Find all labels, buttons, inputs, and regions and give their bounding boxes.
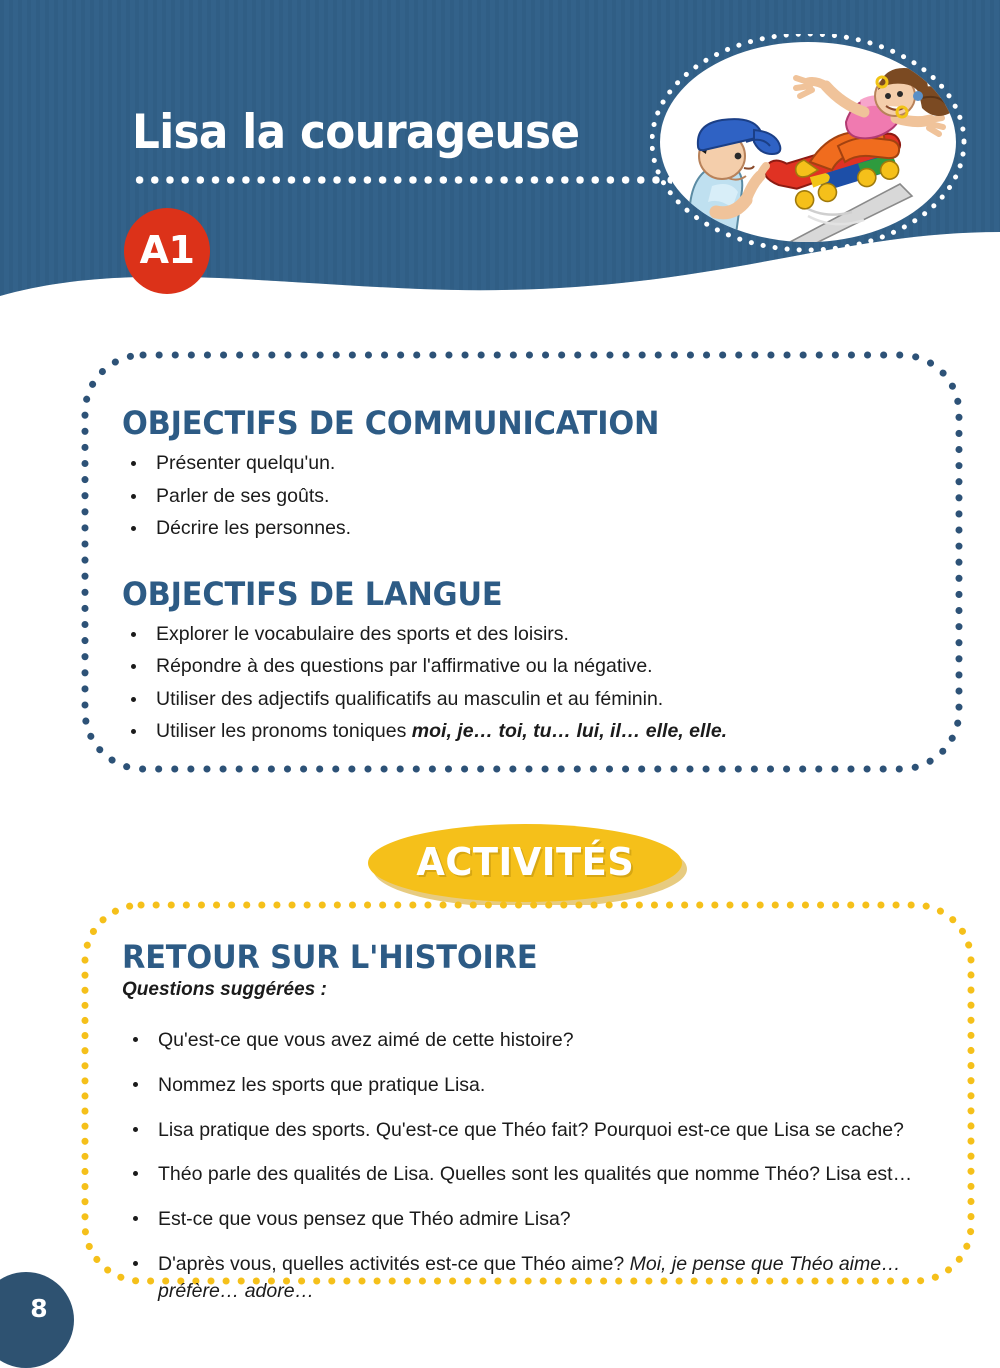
list-item-text: Nommez les sports que pratique Lisa. (158, 1073, 486, 1096)
activities-box (78, 898, 978, 1303)
list-item (122, 722, 922, 742)
list-item (122, 519, 922, 539)
objectives-communication-heading: OBJECTIFS DE COMMUNICATION (122, 404, 660, 442)
list-item-text: Utiliser les pronoms toniques (156, 720, 412, 743)
list-item (122, 484, 922, 507)
list-item-text: Décrire les personnes. (156, 517, 352, 540)
page-number-label: 8 (30, 1293, 48, 1323)
level-badge-label: A1 (139, 228, 195, 272)
list-item (122, 1072, 982, 1100)
list-item-text: Parler de ses goûts. (156, 484, 330, 507)
list-item (122, 1027, 982, 1055)
activities-pill-label: ACTIVITÉS (416, 840, 634, 884)
level-badge (124, 208, 210, 294)
list-item (122, 622, 922, 645)
list-item (122, 454, 922, 474)
list-item (122, 1117, 982, 1145)
list-item-emphasis: Moi, je pense que Théo aime… préfère… adore… (158, 1252, 901, 1303)
objectives-group-langue (122, 574, 922, 743)
list-item (122, 687, 922, 710)
page-header (0, 0, 1000, 330)
activities-pill-body (368, 824, 682, 902)
list-item-text: Utiliser des adjectifs qualificatifs au masculin et au féminin. (156, 687, 664, 710)
list-item-text: Qu'est-ce que vous avez aimé de cette histoire? (158, 1029, 574, 1052)
objectives-langue-heading: OBJECTIFS DE LANGUE (122, 574, 503, 613)
page-title-block (132, 105, 672, 160)
list-item-text: Présenter quelqu'un. (156, 452, 336, 475)
list-item-text: Lisa pratique des sports. Qu'est-ce que Théo fait? Pourquoi est-ce que Lisa se cache? (158, 1118, 904, 1141)
activities-heading: RETOUR SUR L'HISTOIRE (122, 938, 538, 976)
list-item (122, 1206, 982, 1234)
title-dotted-divider (132, 176, 672, 184)
activities-content (122, 940, 982, 1306)
list-item-text: Théo parle des qualités de Lisa. Quelles sont les qualités que nomme Théo? Lisa est… (158, 1163, 913, 1186)
list-item-text: Répondre à des questions par l'affirmative ou la négative. (156, 655, 653, 678)
objectives-group-communication (122, 406, 922, 539)
activities-question-list (122, 1027, 982, 1306)
activities-pill-badge (368, 824, 688, 908)
objectives-content (122, 406, 922, 742)
objectives-langue-list (122, 622, 922, 743)
list-item (122, 1161, 982, 1189)
page-number-badge (0, 1272, 74, 1368)
list-item-text: D'après vous, quelles activités est-ce que Théo aime? (158, 1252, 630, 1275)
objectives-box (78, 348, 966, 776)
objectives-communication-list (122, 454, 922, 539)
list-item-emphasis: moi, je… toi, tu… lui, il… elle, elle. (411, 720, 728, 743)
activities-subtitle: Questions suggérées : (122, 979, 327, 1001)
list-item (122, 657, 922, 677)
list-item (122, 1251, 982, 1306)
page-title: Lisa la courageuse (132, 105, 580, 160)
lisa-skateboard-illustration (650, 34, 970, 256)
list-item-text: Est-ce que vous pensez que Théo admire Lisa? (158, 1207, 571, 1230)
list-item-text: Explorer le vocabulaire des sports et des loisirs. (156, 622, 569, 645)
